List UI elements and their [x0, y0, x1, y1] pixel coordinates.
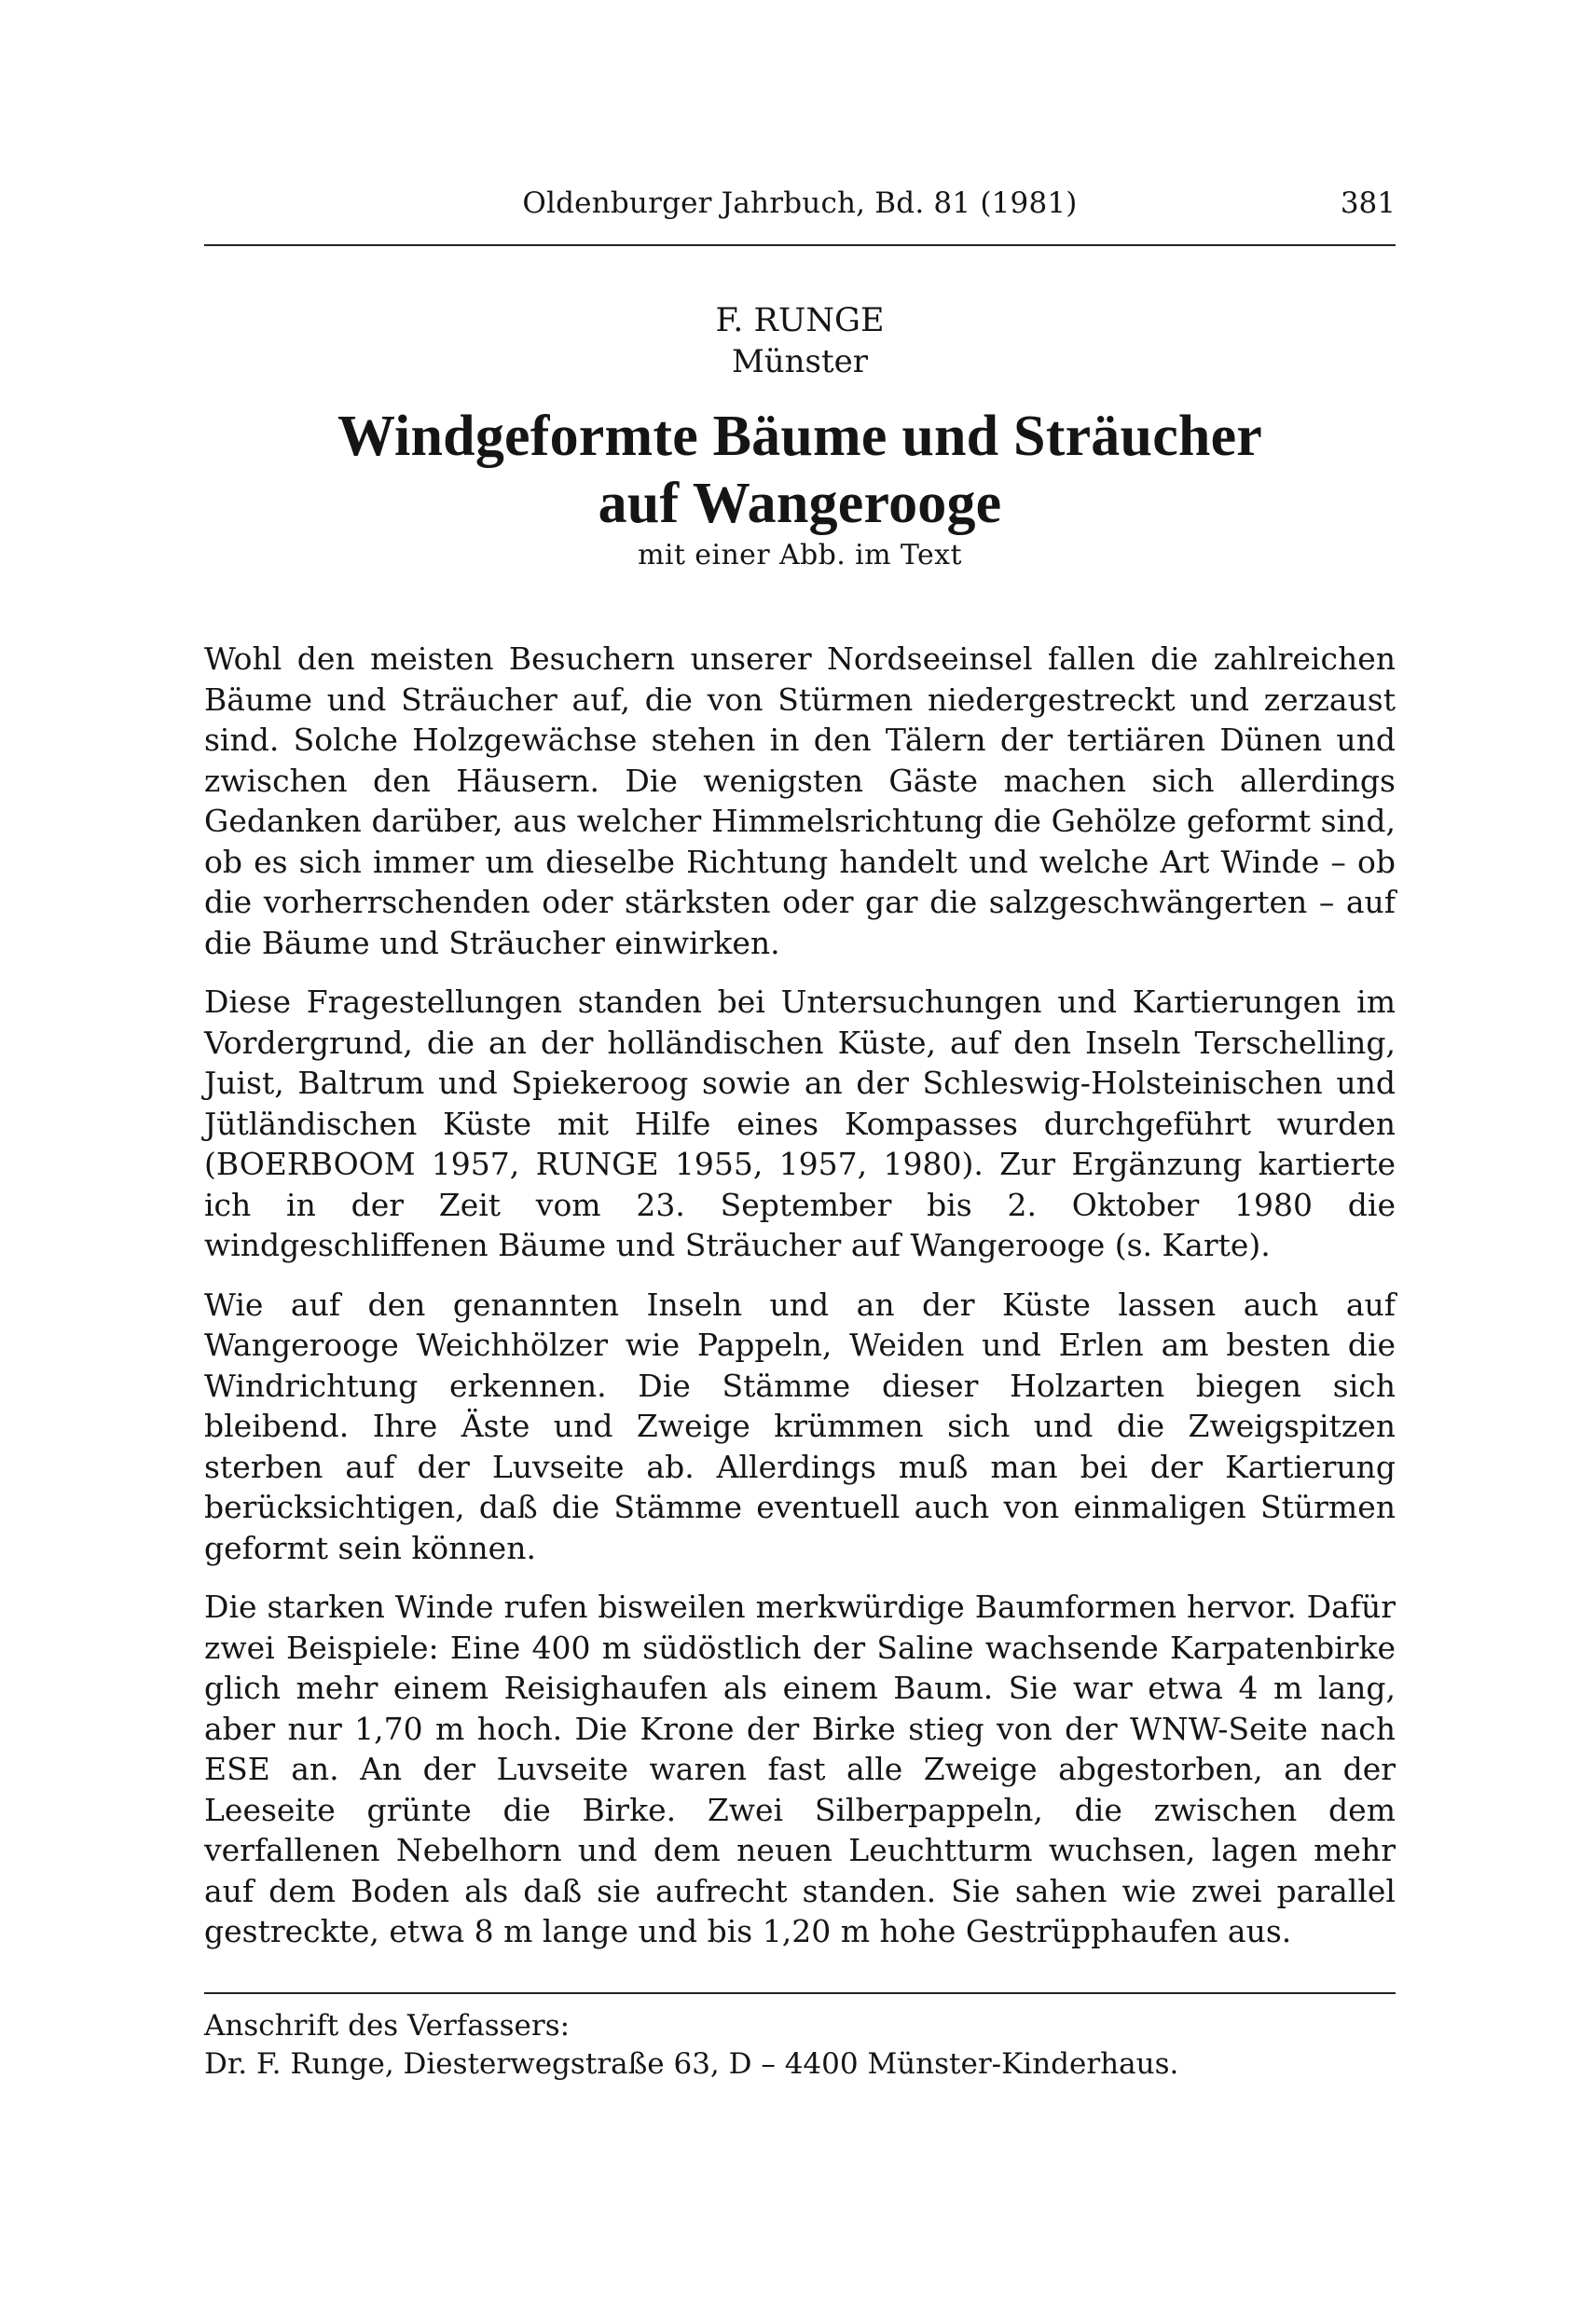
author-city: Münster [731, 343, 869, 380]
running-title: Oldenburger Jahrbuch, Bd. 81 (1981) [522, 186, 1078, 220]
paragraph-1: Wohl den meisten Besuchern unserer Nordseeinsel fallen die zahlreichen Bäume und Sträucher auf, die von Stürmen niedergestreckt und zerzaust sind. Solche Holzgewächse stehen in den Tälern der tertiären Dünen und zwischen den Häusern. Die wenigsten Gäste machen sich allerdings Gedanken darüber, aus welcher Himmelsrichtung die Gehölze geformt sind, ob es sich immer um dieselbe Richtung handelt und welche Art Winde – ob die vorherrschenden oder stärksten oder gar die salzgeschwängerten – auf die Bäume und Sträucher einwirken. [204, 640, 1396, 961]
paragraph-3: Wie auf den genannten Inseln und an der Küste lassen auch auf Wangerooge Weichhölzer wie Pappeln, Weiden und Erlen am besten die Windrichtung erkennen. Die Stämme dieser Holzarten biegen sich bleibend. Ihre Äste und Zweige krümmen sich und die Zweigspitzen sterben auf der Luvseite ab. Allerdings muß man bei der Kartierung berücksichtigen, daß die Stämme eventuell auch von einmaligen Stürmen geformt sein können. [204, 1286, 1396, 1566]
paragraph-4: Die starken Winde rufen bisweilen merkwürdige Baumformen hervor. Dafür zwei Beispiele: Eine 400 m südöstlich der Saline wachsende Karpatenbirke glich mehr einem Reisighaufen als einem Baum. Sie war etwa 4 m lang, aber nur 1,70 m hoch. Die Krone der Birke stieg von der WNW-Seite nach ESE an. An der Luvseite waren fast alle Zweige abgestorben, an der Leeseite grünte die Birke. Zwei Silberpappeln, die zwischen dem verfallenen Nebelhorn und dem neuen Leuchtturm wuchsen, lagen mehr auf dem Boden als daß sie aufrecht standen. Sie sahen wie zwei parallel gestreckte, etwa 8 m lange und bis 1,20 m hohe Gestrüpphaufen aus. [204, 1589, 1396, 1949]
author-name: F. RUNGE [715, 302, 885, 339]
author-block [204, 300, 1396, 382]
running-head [204, 186, 1396, 242]
paragraph-2: Diese Fragestellungen standen bei Untersuchungen und Kartierungen im Vordergrund, die an der holländischen Küste, auf den Inseln Terschelling, Juist, Baltrum und Spiekeroog sowie an der Schleswig-Holsteinischen und Jütländischen Küste mit Hilfe eines Kompasses durchgeführt wurden (BOERBOOM 1957, RUNGE 1955, 1957, 1980). Zur Ergänzung kartierte ich in der Zeit vom 23. September bis 2. Oktober 1980 die windgeschliffenen Bäume und Sträucher auf Wangerooge (s. Karte). [204, 984, 1396, 1263]
address-text: Dr. F. Runge, Diesterwegstraße 63, D – 4400 Münster-Kinderhaus. [204, 2047, 1179, 2081]
page-number: 381 [1340, 186, 1396, 220]
body-text [204, 639, 1396, 1971]
title-block [204, 403, 1396, 574]
article-title-line-1: Windgeformte Bäume und Sträucher [337, 405, 1263, 468]
author-address [204, 2007, 1396, 2084]
address-label: Anschrift des Verfassers: [204, 2009, 571, 2043]
article-subtitle: mit einer Abb. im Text [638, 539, 962, 571]
footer-rule [204, 1992, 1396, 1994]
header-rule [204, 244, 1396, 246]
article-title-line-2: auf Wangerooge [598, 472, 1002, 535]
